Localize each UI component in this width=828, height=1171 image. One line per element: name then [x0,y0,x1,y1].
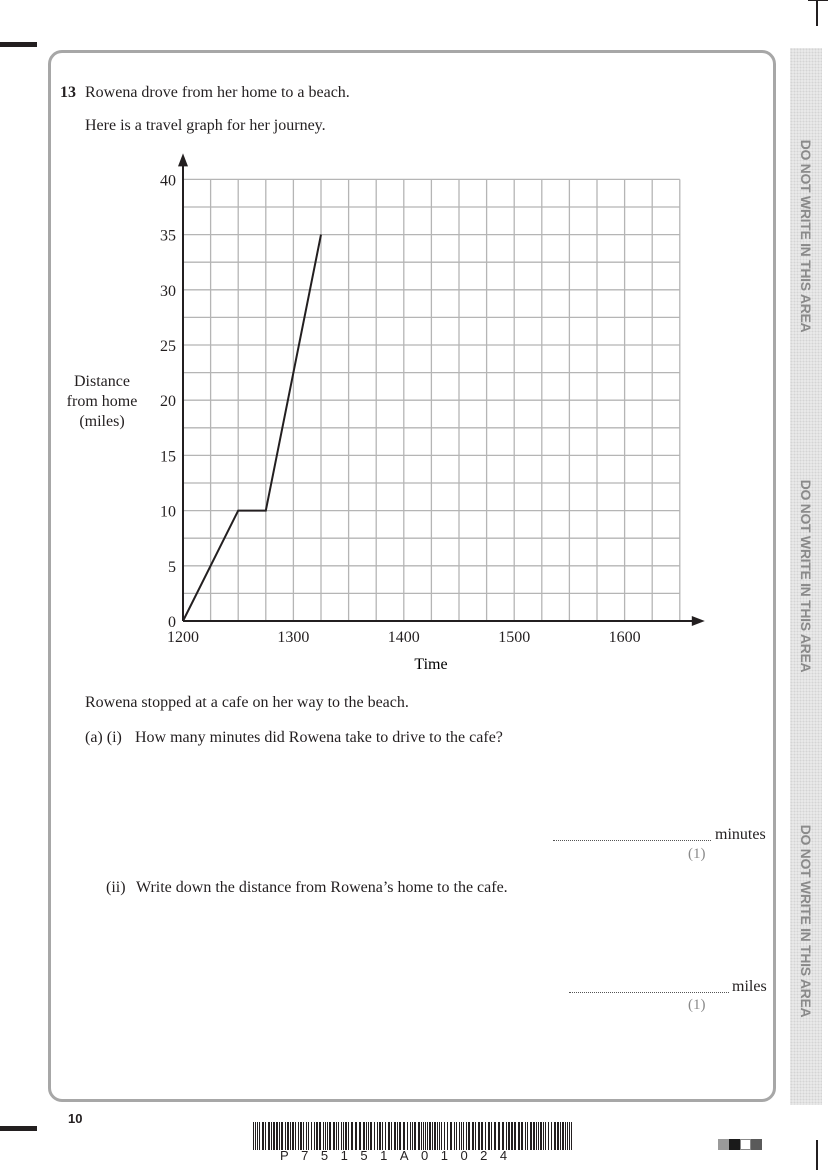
svg-text:1200: 1200 [167,629,199,646]
svg-text:15: 15 [160,448,176,466]
graph-intro: Here is a travel graph for her journey. [85,117,326,134]
answer-field-miles[interactable] [569,992,729,993]
part-a-i-label: (a) (i) [85,729,122,746]
chart-axes [178,153,705,626]
crop-mark-bottom-right [816,1140,828,1170]
svg-text:1300: 1300 [277,629,310,646]
barcode-text: P75151A01024 [280,1148,520,1163]
svg-text:30: 30 [160,282,176,300]
chart-grid [183,179,680,621]
question-intro: Rowena drove from her home to a beach. [85,84,350,101]
svg-text:1600: 1600 [608,629,641,646]
svg-text:1500: 1500 [498,629,531,646]
svg-text:0: 0 [168,614,176,631]
answer-field-minutes[interactable] [553,840,711,841]
part-a-ii-label: (ii) [106,879,126,896]
registration-mark-bottom [0,1126,37,1131]
question-number: 13 [60,84,76,101]
chart-tick-labels [160,172,641,646]
x-axis-label: Time [414,656,448,673]
svg-text:1400: 1400 [387,629,420,646]
unit-miles: miles [732,978,767,995]
context-text: Rowena stopped at a cafe on her way to the beach. [85,694,409,711]
part-a-ii-question: Write down the distance from Rowena’s home to the cafe. [136,879,508,896]
svg-text:20: 20 [160,393,176,411]
barcode [253,1122,576,1150]
marks-a-i: (1) [688,846,706,862]
svg-text:(miles): (miles) [79,413,125,430]
marks-a-ii: (1) [688,997,706,1013]
registration-squares [718,1139,762,1150]
unit-minutes: minutes [715,826,766,843]
y-axis-label [67,373,138,430]
svg-text:35: 35 [160,227,176,245]
svg-text:5: 5 [168,558,176,576]
svg-text:40: 40 [160,172,176,190]
svg-text:25: 25 [160,338,176,355]
svg-text:from home: from home [66,393,138,410]
svg-text:10: 10 [160,503,176,521]
part-a-i-question: How many minutes did Rowena take to drive to the cafe? [135,729,503,746]
svg-text:Distance: Distance [74,373,130,390]
page-number: 10 [68,1111,83,1126]
